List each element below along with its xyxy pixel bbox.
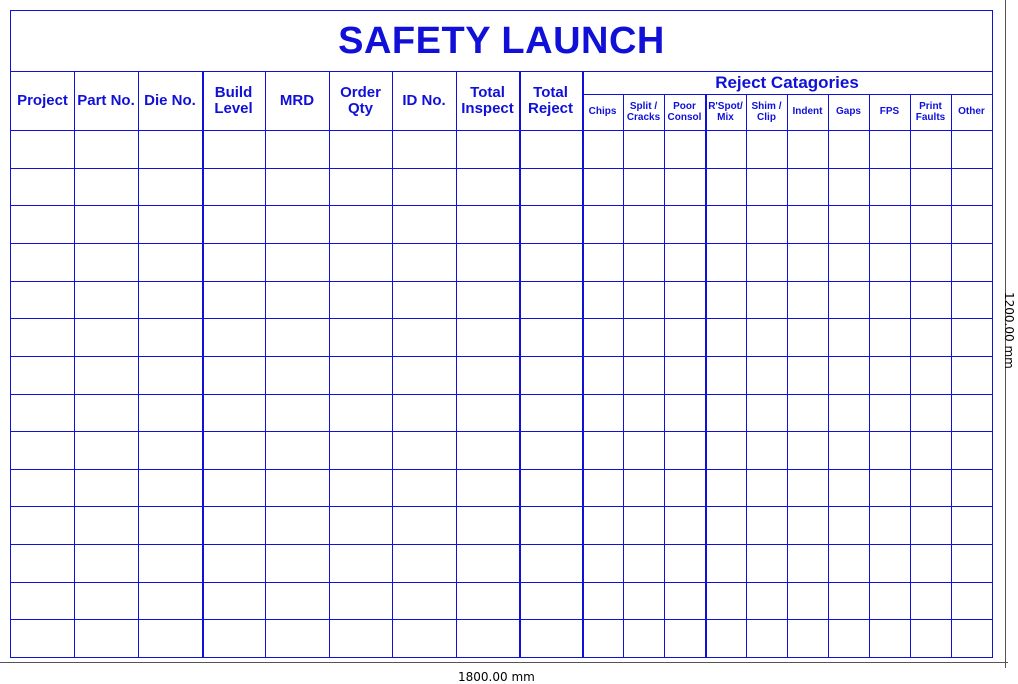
column-header: Build Level [214,83,253,117]
reject-category-header: Indent [792,106,823,118]
reject-category-header: Other [958,106,985,118]
reject-category-header: Gaps [835,106,861,118]
reject-category-header: Poor Consol [667,100,702,123]
table-row [11,619,992,657]
table-row [11,582,992,620]
table-row [11,544,992,582]
table-row [11,431,992,469]
column-header: Total Inspect [461,83,514,117]
table-row [11,394,992,432]
table-row [11,205,992,243]
column-header: Die No. [144,91,196,109]
column-header: MRD [279,91,315,109]
column-header: Total Reject [527,83,574,117]
reject-category-header: Chips [588,106,617,118]
height-dimension-label: 1200.00 mm [1002,292,1016,369]
width-dimension-label: 1800.00 mm [458,670,535,684]
reject-category-header: Shim / Clip [751,100,782,123]
table-row [11,469,992,507]
table-row [11,318,992,356]
reject-category-header: Split / Cracks [626,100,661,123]
reject-group-header: Reject Catagories [715,72,859,92]
reject-category-header: FPS [879,106,900,118]
board-title: SAFETY LAUNCH [338,19,665,62]
width-dimension-line [0,662,1008,663]
column-header: Part No. [77,91,135,109]
table-row [11,168,992,206]
table-row [11,243,992,281]
column-header: Order Qty [340,83,381,117]
table-row [11,281,992,319]
table-row [11,356,992,394]
column-header: ID No. [402,91,446,109]
table-row [11,130,992,168]
reject-category-header: Print Faults [915,100,946,123]
reject-category-header: R'Spot/ Mix [708,100,743,123]
safety-launch-board [10,10,993,658]
column-header: Project [17,91,68,109]
table-row [11,506,992,544]
